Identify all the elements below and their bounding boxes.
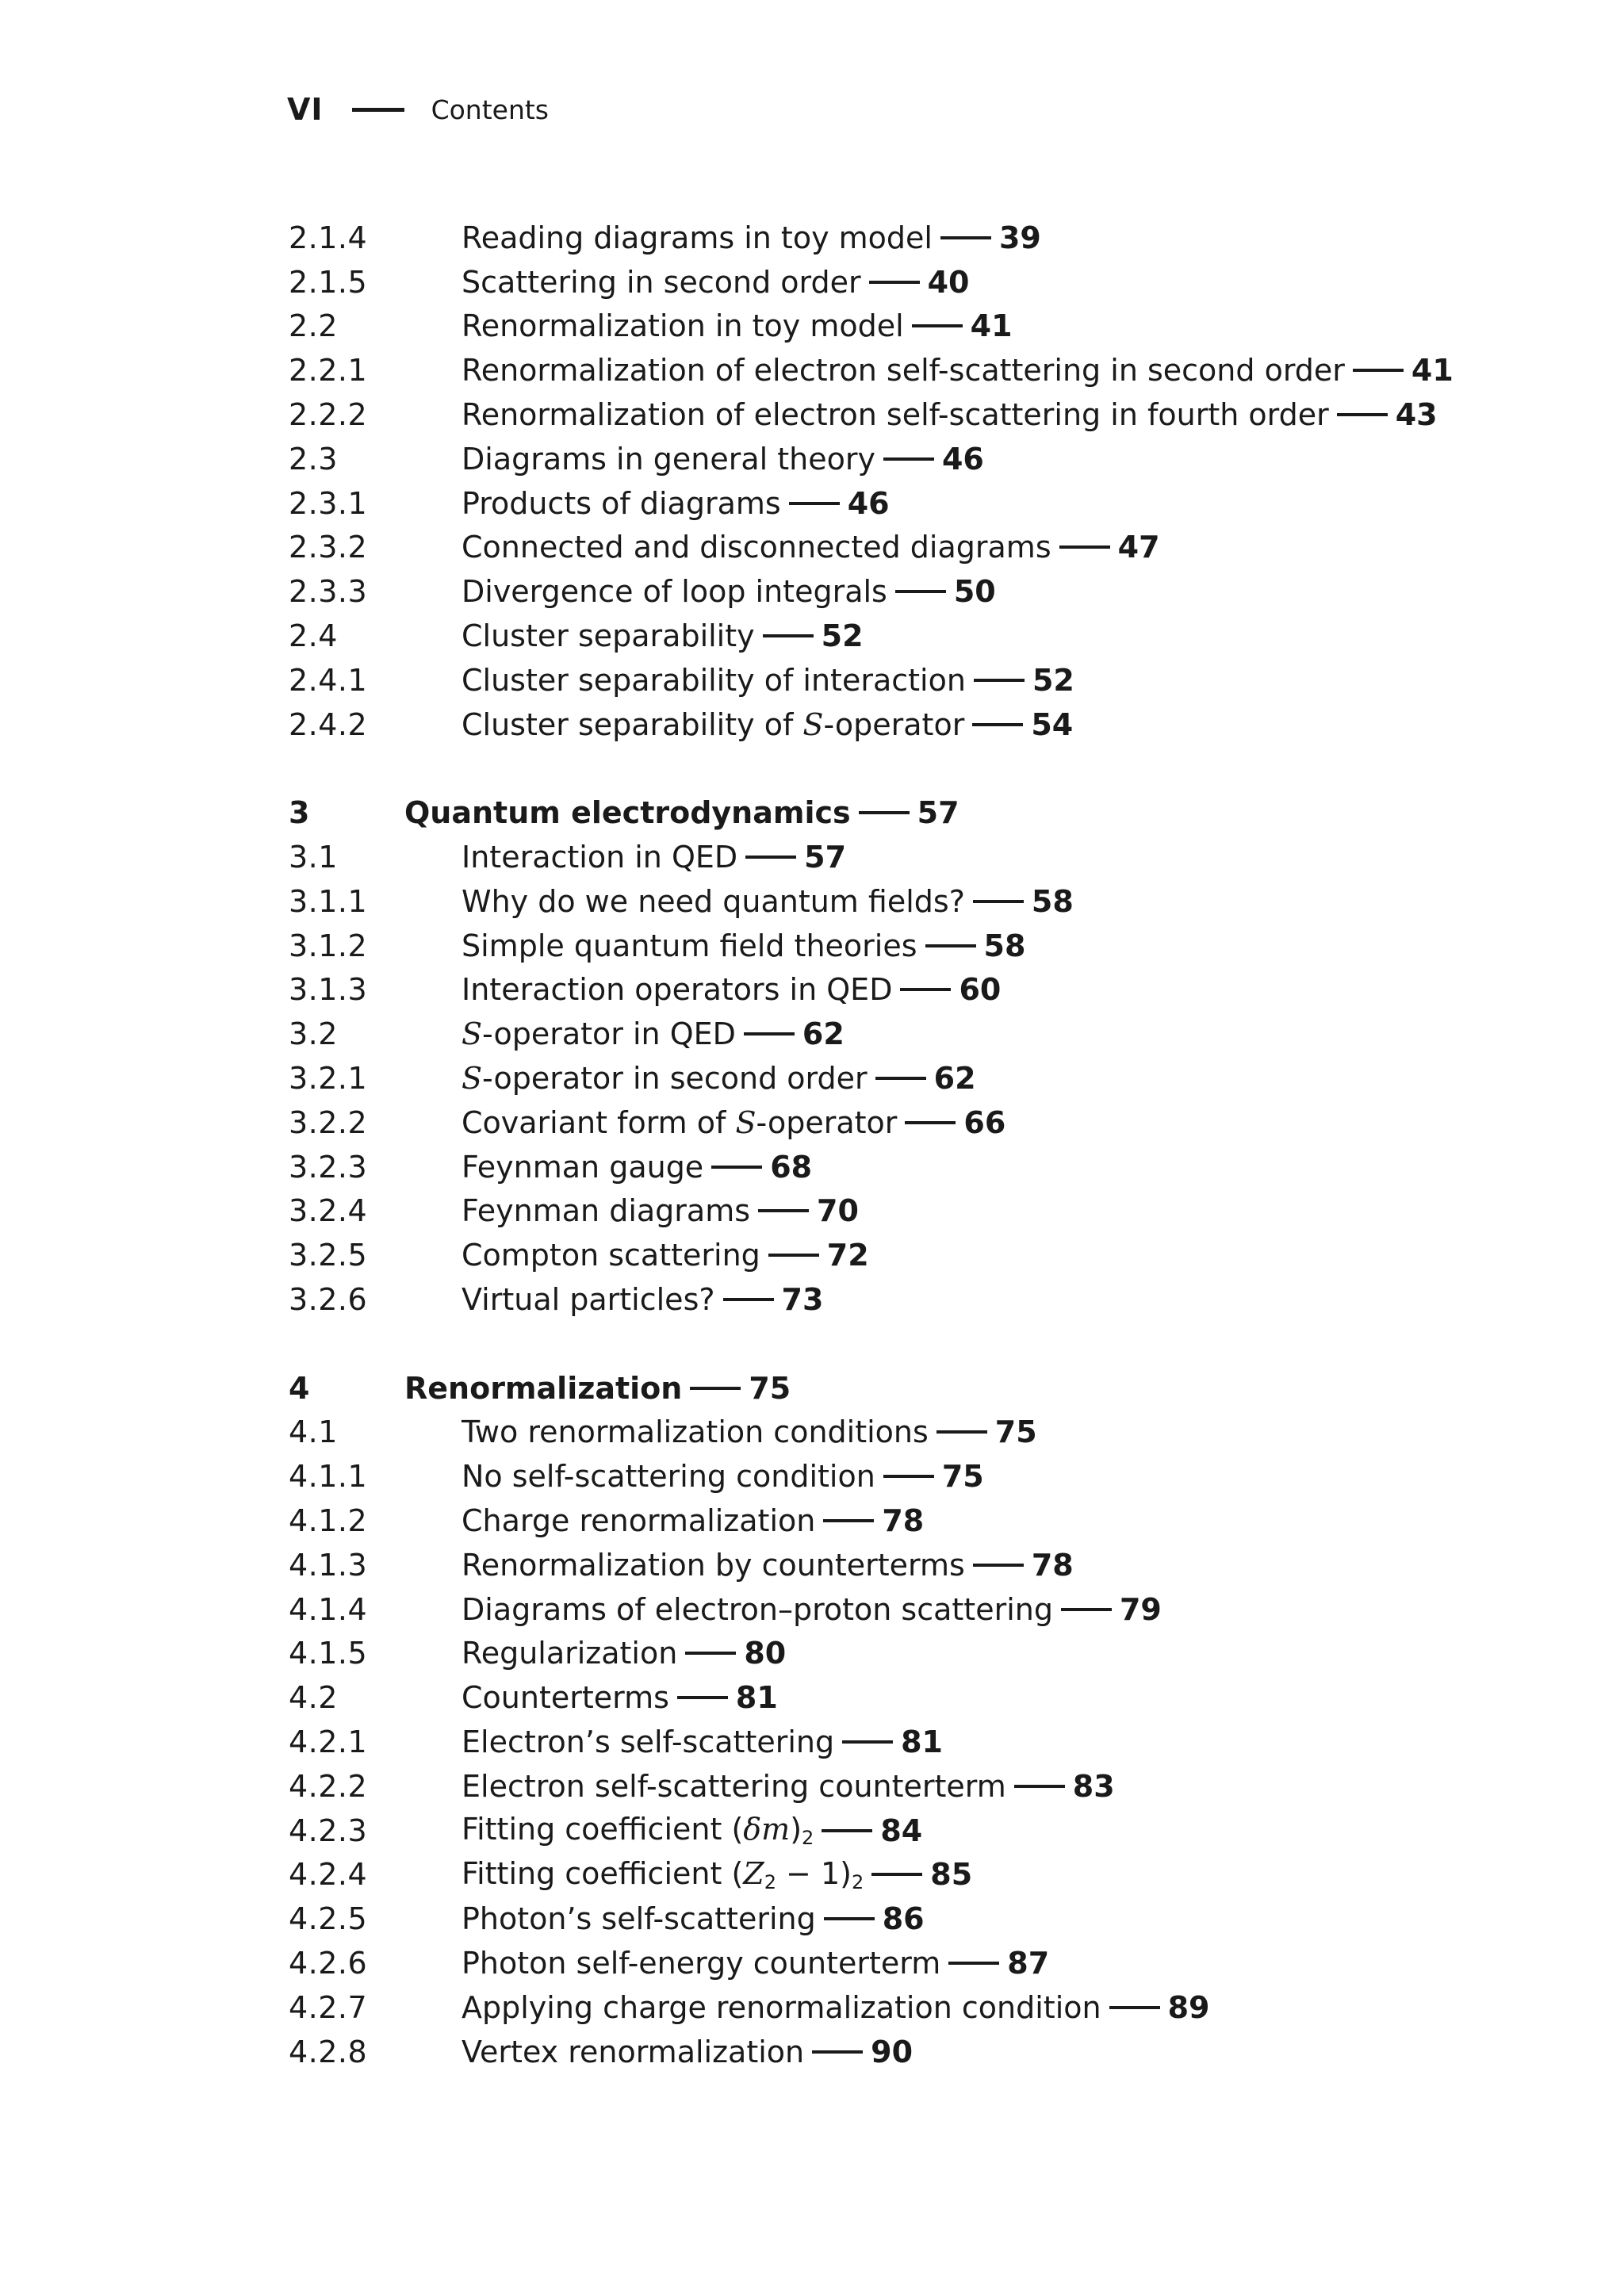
- toc-entry-page: 41: [1411, 353, 1454, 389]
- running-header: [287, 89, 549, 130]
- toc-entry-page: 46: [847, 485, 890, 521]
- toc-entry[interactable]: [289, 1809, 1526, 1853]
- toc-entry-title: Charge renormalization: [462, 1503, 816, 1538]
- leader-dash: [677, 1696, 728, 1699]
- toc-entry[interactable]: [289, 1764, 1526, 1809]
- toc-entry-title-group: [462, 884, 1074, 919]
- leader-dash: [685, 1652, 736, 1655]
- toc-entry-title-group: [462, 618, 864, 653]
- leader-dash: [723, 1298, 774, 1301]
- toc-entry-title: Photon self-energy counterterm: [462, 1945, 941, 1981]
- toc-entry[interactable]: [289, 1454, 1526, 1499]
- toc-entry-title-group: [462, 707, 1073, 742]
- toc-entry-title: Divergence of loop integrals: [462, 574, 887, 610]
- toc-entry-title-group: [462, 1282, 823, 1317]
- toc-entry-number: 2.1.4: [289, 220, 368, 255]
- toc-entry-page: 90: [871, 2034, 914, 2069]
- toc-entry-number: 4.1.5: [289, 1636, 368, 1671]
- toc-entry-page: 57: [804, 840, 847, 875]
- toc-entry-page: 78: [1031, 1547, 1074, 1583]
- page-number: VI: [287, 92, 324, 127]
- toc-entry-title: Covariant form of S-operator: [462, 1104, 898, 1140]
- toc-entry-page: 62: [933, 1061, 976, 1097]
- toc-entry-page: 86: [882, 1901, 925, 1937]
- toc-entry-title-group: [462, 1592, 1162, 1627]
- toc-entry-title-group: [462, 972, 1001, 1007]
- toc-entry-title-group: [404, 1371, 791, 1406]
- toc-entry-number: 3.1.2: [289, 928, 368, 963]
- toc-entry-title-group: [462, 574, 996, 609]
- leader-dash: [925, 944, 976, 947]
- toc-entry-page: 52: [1032, 662, 1074, 698]
- toc-entry-number: 4.2.6: [289, 1945, 368, 1981]
- toc-entry-page: 80: [744, 1636, 787, 1671]
- toc-entry-title-group: [462, 1503, 924, 1538]
- leader-dash: [824, 1917, 875, 1920]
- toc-entry[interactable]: [289, 1411, 1526, 1455]
- toc-entry-title: Reading diagrams in toy model: [462, 220, 933, 255]
- toc-entry[interactable]: [289, 790, 1526, 835]
- toc-entry[interactable]: [289, 1056, 1526, 1101]
- toc-entry-title: Why do we need quantum fields?: [462, 883, 965, 919]
- toc-entry[interactable]: [289, 702, 1526, 747]
- leader-dash: [812, 2050, 863, 2054]
- toc-entry-title-group: [462, 1769, 1115, 1804]
- toc-entry-title-group: [404, 795, 959, 830]
- toc-entry-title: Simple quantum field theories: [462, 928, 917, 963]
- toc-entry-number: 2.3: [289, 441, 338, 477]
- toc-entry[interactable]: [289, 1897, 1526, 1941]
- toc-entry[interactable]: [289, 1941, 1526, 1985]
- running-title: Contents: [431, 94, 549, 125]
- toc-entry-title-group: [462, 1990, 1209, 2025]
- toc-entry-page: 50: [953, 574, 996, 610]
- leader-dash: [1059, 545, 1110, 549]
- toc-entry-title: Renormalization: [404, 1370, 683, 1406]
- toc-entry-title-group: [462, 1812, 922, 1849]
- toc-entry-number: 3.2.6: [289, 1282, 368, 1318]
- toc-entry-title: Vertex renormalization: [462, 2034, 805, 2069]
- toc-entry-title-group: [462, 1193, 859, 1228]
- toc-entry-page: 39: [998, 220, 1041, 255]
- toc-entry-page: 72: [826, 1238, 869, 1273]
- leader-dash: [900, 988, 951, 991]
- toc-entry[interactable]: [289, 216, 1526, 260]
- leader-dash: [1061, 1608, 1112, 1611]
- toc-entry-title-group: [462, 220, 1041, 255]
- toc-entry-number: 4.2.4: [289, 1857, 368, 1893]
- toc-entry-number: 4.2.5: [289, 1901, 368, 1937]
- toc-entry-page: 58: [983, 928, 1026, 963]
- toc-entry-title-group: [462, 1856, 972, 1893]
- toc-entry-title: Scattering in second order: [462, 264, 861, 300]
- toc-entry-number: 4.1.1: [289, 1459, 368, 1495]
- toc-entry-title: Applying charge renormalization condition: [462, 1989, 1101, 2025]
- toc-entry-title: Renormalization of electron self-scattering in fourth order: [462, 397, 1329, 433]
- toc-entry-title-group: [462, 2035, 913, 2069]
- toc-entry-title-group: [462, 397, 1438, 432]
- toc-entry[interactable]: [289, 1012, 1526, 1056]
- toc-entry-page: 57: [917, 795, 959, 831]
- toc-entry[interactable]: [289, 1101, 1526, 1145]
- toc-entry[interactable]: [289, 1587, 1526, 1632]
- toc-entry-title: Feynman diagrams: [462, 1193, 751, 1229]
- table-of-contents: [289, 216, 1526, 2073]
- leader-dash: [905, 1121, 956, 1124]
- toc-entry[interactable]: [289, 835, 1526, 879]
- toc-entry-number: 2.3.3: [289, 574, 368, 610]
- toc-entry-title: Cluster separability: [462, 618, 755, 654]
- toc-entry-page: 81: [901, 1724, 943, 1759]
- leader-dash: [823, 1519, 874, 1522]
- toc-entry-title-group: [462, 486, 890, 521]
- toc-entry-title: Interaction operators in QED: [462, 972, 893, 1008]
- toc-entry-number: 3.1: [289, 840, 338, 875]
- toc-entry-title: Two renormalization conditions: [462, 1414, 929, 1450]
- toc-entry-page: 54: [1031, 706, 1074, 742]
- toc-entry-page: 70: [817, 1193, 859, 1229]
- toc-entry[interactable]: [289, 614, 1526, 658]
- toc-entry[interactable]: [289, 1852, 1526, 1897]
- toc-entry-title: Renormalization by counterterms: [462, 1547, 965, 1583]
- toc-entry-page: 84: [880, 1813, 923, 1848]
- toc-entry-title-group: [462, 530, 1160, 565]
- leader-dash: [1337, 413, 1388, 416]
- toc-entry-title: Electron self-scattering counterterm: [462, 1768, 1006, 1804]
- toc-entry-title-group: [462, 1901, 925, 1936]
- toc-entry-page: 75: [994, 1414, 1037, 1450]
- toc-entry-number: 2.2: [289, 308, 338, 344]
- toc-entry-title-group: [462, 1636, 786, 1671]
- toc-entry-number: 4.1.4: [289, 1591, 368, 1627]
- toc-entry-number: 3.2: [289, 1016, 338, 1052]
- toc-entry[interactable]: [289, 1233, 1526, 1277]
- toc-entry[interactable]: [289, 1366, 1526, 1411]
- toc-entry-title: S-operator in QED: [462, 1016, 736, 1052]
- toc-entry-page: 75: [941, 1459, 984, 1495]
- leader-dash: [871, 1873, 922, 1876]
- toc-entry-title-group: [462, 1725, 943, 1759]
- toc-entry[interactable]: [289, 1277, 1526, 1322]
- toc-entry-number: 2.4.2: [289, 706, 368, 742]
- toc-entry[interactable]: [289, 2030, 1526, 2074]
- toc-entry-number: 4.1.3: [289, 1547, 368, 1583]
- leader-dash: [974, 679, 1025, 682]
- leader-dash: [940, 236, 991, 239]
- toc-entry-title: Renormalization in toy model: [462, 308, 904, 344]
- toc-entry-title-group: [462, 840, 846, 875]
- toc-entry-title-group: [462, 353, 1454, 388]
- leader-dash: [1353, 369, 1404, 372]
- toc-entry-title: Fitting coefficient $(\delta m)_2$: [462, 1812, 814, 1850]
- toc-entry-number: 3: [289, 795, 310, 831]
- leader-dash: [763, 634, 814, 637]
- leader-dash: [883, 1475, 934, 1478]
- toc-entry-number: 2.2.2: [289, 397, 368, 433]
- leader-dash: [973, 900, 1024, 903]
- toc-entry-title: Diagrams in general theory: [462, 441, 875, 477]
- toc-entry-title: Products of diagrams: [462, 485, 781, 521]
- toc-entry-number: 3.2.1: [289, 1061, 368, 1097]
- leader-dash: [859, 811, 910, 814]
- toc-entry-number: 4.1: [289, 1414, 338, 1450]
- toc-entry-title: Connected and disconnected diagrams: [462, 530, 1051, 565]
- toc-entry[interactable]: [289, 304, 1526, 349]
- leader-dash: [936, 1430, 987, 1434]
- toc-entry[interactable]: [289, 1985, 1526, 2030]
- toc-entry-title-group: [462, 1946, 1049, 1981]
- toc-entry-page: 41: [970, 308, 1013, 344]
- toc-entry-page: 62: [802, 1016, 845, 1052]
- leader-dash: [789, 502, 840, 505]
- toc-entry[interactable]: [289, 968, 1526, 1013]
- toc-entry-title: Renormalization of electron self-scattering in second order: [462, 353, 1345, 389]
- toc-entry[interactable]: [289, 569, 1526, 614]
- toc-entry-page: 81: [735, 1680, 778, 1716]
- toc-entry-title-group: [462, 928, 1025, 963]
- toc-entry-number: 3.2.4: [289, 1193, 368, 1229]
- toc-entry-number: 3.2.5: [289, 1238, 368, 1273]
- toc-entry-number: 3.1.3: [289, 972, 368, 1008]
- toc-entry-title-group: [462, 663, 1074, 698]
- toc-entry-number: 4.2.8: [289, 2034, 368, 2069]
- toc-entry-title-group: [462, 1414, 1037, 1449]
- leader-dash: [1109, 2006, 1160, 2009]
- toc-entry-title: Virtual particles?: [462, 1282, 715, 1318]
- toc-entry-page: 47: [1117, 530, 1160, 565]
- toc-entry-number: 4.1.2: [289, 1503, 368, 1538]
- toc-entry-number: 2.3.1: [289, 485, 368, 521]
- toc-entry-title: Interaction in QED: [462, 840, 738, 875]
- toc-entry-title: Feynman gauge: [462, 1149, 704, 1185]
- toc-entry[interactable]: [289, 1632, 1526, 1676]
- toc-entry-page: 78: [882, 1503, 925, 1538]
- toc-entry-title-group: [462, 1105, 1005, 1140]
- toc-entry[interactable]: [289, 658, 1526, 702]
- leader-dash: [883, 457, 934, 461]
- toc-entry-number: 4: [289, 1370, 310, 1406]
- leader-dash: [912, 324, 963, 327]
- toc-entry[interactable]: [289, 1543, 1526, 1587]
- toc-entry[interactable]: [289, 1720, 1526, 1764]
- toc-entry[interactable]: [289, 924, 1526, 968]
- leader-dash: [1014, 1785, 1065, 1788]
- leader-dash: [875, 1077, 926, 1080]
- toc-entry[interactable]: [289, 348, 1526, 392]
- toc-entry-title-group: [462, 1238, 869, 1273]
- toc-entry-page: 83: [1072, 1768, 1115, 1804]
- toc-entry-title: Compton scattering: [462, 1238, 760, 1273]
- toc-entry-page: 89: [1167, 1989, 1210, 2025]
- toc-entry-page: 58: [1031, 883, 1074, 919]
- toc-entry[interactable]: [289, 1499, 1526, 1543]
- toc-entry[interactable]: [289, 481, 1526, 526]
- leader-dash: [973, 1564, 1024, 1567]
- toc-entry-page: 73: [781, 1282, 824, 1318]
- leader-dash: [972, 723, 1023, 726]
- toc-entry-page: 46: [941, 441, 984, 477]
- toc-entry-title-group: [462, 1061, 976, 1096]
- toc-entry-title-group: [462, 1680, 778, 1715]
- toc-entry-title: S-operator in second order: [462, 1061, 868, 1097]
- toc-entry-page: 75: [749, 1370, 791, 1406]
- leader-dash: [690, 1387, 741, 1390]
- toc-entry-title: Cluster separability of interaction: [462, 662, 966, 698]
- toc-entry-number: 4.2: [289, 1680, 338, 1716]
- toc-entry-page: 60: [959, 972, 1002, 1008]
- toc-entry-title-group: [462, 1459, 984, 1494]
- leader-dash: [711, 1166, 762, 1169]
- toc-entry-number: 3.2.3: [289, 1149, 368, 1185]
- toc-entry-title: Electron’s self-scattering: [462, 1724, 835, 1759]
- leader-dash: [744, 1032, 795, 1035]
- toc-entry-title-group: [462, 265, 969, 300]
- toc-entry-page: 68: [770, 1149, 813, 1185]
- toc-entry[interactable]: [289, 437, 1526, 481]
- toc-entry-page: 52: [821, 618, 864, 654]
- toc-entry[interactable]: [289, 1675, 1526, 1720]
- toc-entry-number: 2.4: [289, 618, 338, 654]
- toc-entry-title-group: [462, 1548, 1074, 1583]
- toc-entry-title-group: [462, 308, 1013, 343]
- toc-entry-title-group: [462, 442, 984, 477]
- toc-entry[interactable]: [289, 1189, 1526, 1234]
- leader-dash: [895, 590, 946, 593]
- toc-entry[interactable]: [289, 1145, 1526, 1189]
- leader-dash: [758, 1209, 809, 1212]
- toc-entry[interactable]: [289, 526, 1526, 570]
- toc-entry-number: 3.2.2: [289, 1104, 368, 1140]
- toc-entry-number: 2.3.2: [289, 530, 368, 565]
- leader-dash: [948, 1962, 999, 1965]
- toc-entry-title: Cluster separability of S-operator: [462, 706, 965, 742]
- toc-entry-title: Counterterms: [462, 1680, 669, 1716]
- leader-dash: [822, 1829, 872, 1832]
- toc-entry-number: 2.4.1: [289, 662, 368, 698]
- toc-entry-title: Regularization: [462, 1636, 678, 1671]
- toc-entry[interactable]: [289, 260, 1526, 304]
- toc-entry-title: Quantum electrodynamics: [404, 795, 851, 831]
- toc-entry[interactable]: [289, 392, 1526, 437]
- toc-entry-title: Diagrams of electron–proton scattering: [462, 1591, 1053, 1627]
- leader-dash: [768, 1254, 819, 1257]
- toc-entry-title: No self-scattering condition: [462, 1459, 875, 1495]
- toc-entry-number: 3.1.1: [289, 883, 368, 919]
- leader-dash: [869, 281, 920, 284]
- toc-entry-page: 85: [930, 1857, 973, 1893]
- toc-entry-number: 4.2.3: [289, 1813, 368, 1848]
- toc-entry[interactable]: [289, 879, 1526, 924]
- leader-dash: [842, 1740, 893, 1744]
- toc-entry-title: Fitting coefficient $(Z_2 - 1)_2$: [462, 1855, 864, 1893]
- toc-entry-number: 2.2.1: [289, 353, 368, 389]
- toc-entry-page: 79: [1119, 1591, 1162, 1627]
- toc-entry-number: 4.2.7: [289, 1989, 368, 2025]
- toc-entry-page: 66: [963, 1104, 1006, 1140]
- toc-entry-page: 40: [927, 264, 970, 300]
- toc-entry-title: Photon’s self-scattering: [462, 1901, 816, 1937]
- toc-entry-title-group: [462, 1150, 812, 1185]
- header-rule: [352, 108, 404, 112]
- toc-entry-number: 4.2.2: [289, 1768, 368, 1804]
- toc-entry-number: 2.1.5: [289, 264, 368, 300]
- leader-dash: [745, 856, 796, 859]
- toc-entry-title-group: [462, 1016, 845, 1051]
- toc-entry-page: 87: [1007, 1945, 1050, 1981]
- toc-entry-number: 4.2.1: [289, 1724, 368, 1759]
- toc-entry-page: 43: [1395, 397, 1438, 433]
